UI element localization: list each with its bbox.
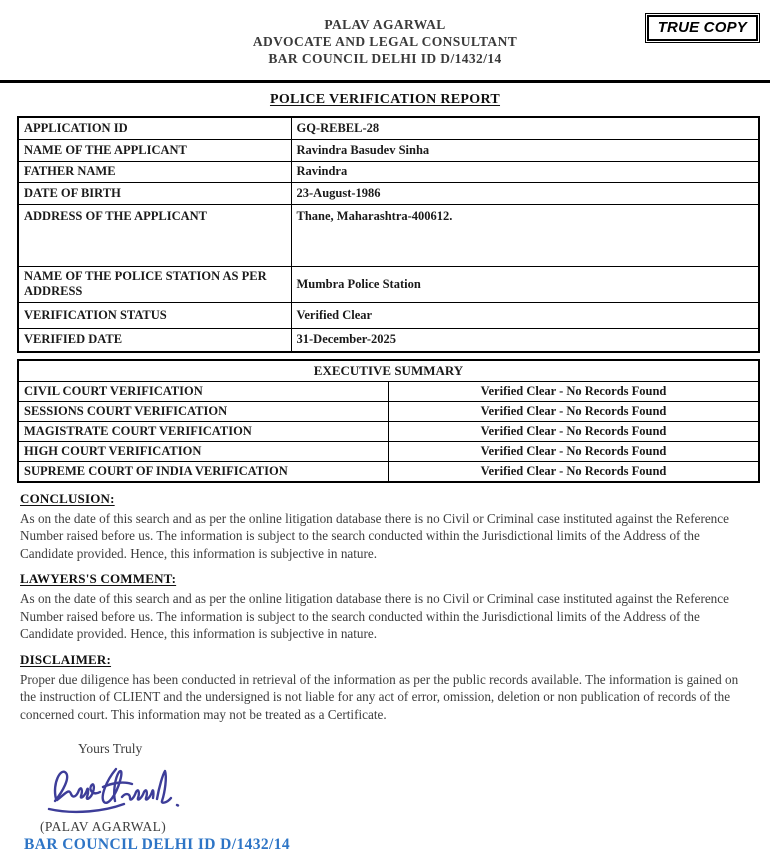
table-row bbox=[18, 461, 759, 482]
row-label: SUPREME COURT OF INDIA VERIFICATION bbox=[18, 461, 389, 482]
row-label: CIVIL COURT VERIFICATION bbox=[18, 381, 389, 401]
row-value: Verified Clear bbox=[291, 302, 759, 328]
conclusion-heading: CONCLUSION: bbox=[20, 490, 115, 506]
row-label: NAME OF THE POLICE STATION AS PER ADDRESS bbox=[18, 266, 291, 302]
conclusion-body: As on the date of this search and as per the online litigation database there is no Civil or Criminal case instituted against the Reference Number raised before us. The information is subject to the search conducted within the Jurisdictional limits of the Address of the Candidate provided. Hence, this information is subjective in nature. bbox=[20, 510, 729, 561]
table-row bbox=[18, 139, 759, 161]
row-value: GQ-REBEL-28 bbox=[291, 117, 759, 139]
table-row bbox=[18, 204, 759, 266]
advocate-name: PALAV AGARWAL bbox=[324, 17, 446, 32]
lawyers-comment-heading: LAWYERS'S COMMENT: bbox=[20, 571, 177, 586]
row-label: VERIFICATION STATUS bbox=[18, 302, 291, 328]
table-row bbox=[18, 441, 759, 461]
row-value: Verified Clear - No Records Found bbox=[389, 401, 760, 421]
row-value: Ravindra bbox=[291, 161, 759, 182]
row-label: NAME OF THE APPLICANT bbox=[18, 139, 291, 161]
true-copy-stamp: TRUE COPY bbox=[647, 15, 758, 41]
table-row bbox=[18, 302, 759, 328]
row-label: FATHER NAME bbox=[18, 161, 291, 182]
row-label: DATE OF BIRTH bbox=[18, 182, 291, 204]
row-value: Verified Clear - No Records Found bbox=[389, 441, 760, 461]
row-value: 23-August-1986 bbox=[291, 182, 759, 204]
row-value: Verified Clear - No Records Found bbox=[389, 381, 760, 401]
table-row bbox=[18, 182, 759, 204]
signer-name: (PALAV AGARWAL) bbox=[40, 819, 167, 834]
summary-header-row bbox=[18, 360, 759, 381]
advocate-designation: ADVOCATE AND LEGAL CONSULTANT bbox=[252, 34, 518, 49]
executive-summary-table bbox=[17, 359, 760, 483]
conclusion-section bbox=[20, 491, 750, 563]
row-label: SESSIONS COURT VERIFICATION bbox=[18, 401, 389, 421]
handwritten-signature-icon bbox=[40, 759, 200, 817]
salutation: Yours Truly bbox=[78, 741, 143, 756]
row-value: Ravindra Basudev Sinha bbox=[291, 139, 759, 161]
executive-summary-title: EXECUTIVE SUMMARY bbox=[18, 360, 759, 381]
report-title: POLICE VERIFICATION REPORT bbox=[269, 92, 501, 107]
row-value: Thane, Maharashtra-400612. bbox=[291, 204, 759, 266]
table-row bbox=[18, 381, 759, 401]
lawyers-comment-section bbox=[20, 571, 750, 643]
table-row bbox=[18, 266, 759, 302]
table-row bbox=[18, 328, 759, 352]
disclaimer-heading: DISCLAIMER: bbox=[20, 651, 112, 667]
disclaimer-section bbox=[20, 652, 750, 724]
signer-bar-council-id: BAR COUNCIL DELHI ID D/1432/14 bbox=[24, 836, 291, 853]
table-row bbox=[18, 401, 759, 421]
header-divider-rule bbox=[0, 80, 770, 83]
row-label: ADDRESS OF THE APPLICANT bbox=[18, 204, 291, 266]
row-value: 31-December-2025 bbox=[291, 328, 759, 352]
table-row bbox=[18, 117, 759, 139]
advocate-bar-id: BAR COUNCIL DELHI ID D/1432/14 bbox=[268, 51, 502, 66]
row-value: Verified Clear - No Records Found bbox=[389, 421, 760, 441]
row-value: Verified Clear - No Records Found bbox=[389, 461, 760, 482]
signature-image bbox=[40, 759, 200, 817]
row-label: VERIFIED DATE bbox=[18, 328, 291, 352]
row-value: Mumbra Police Station bbox=[291, 266, 759, 302]
applicant-details-table bbox=[17, 116, 760, 353]
table-row bbox=[18, 161, 759, 182]
row-label: MAGISTRATE COURT VERIFICATION bbox=[18, 421, 389, 441]
disclaimer-body: Proper due diligence has been conducted in retrieval of the information as per the public records available. The information is gained on the instruction of CLIENT and the undersigned is not liable for any act of error, omission, deletion or non publication of records of the concerned court. This information may not be treated as a Certificate. bbox=[20, 671, 739, 722]
lawyers-comment-body: As on the date of this search and as per the online litigation database there is no Civil or Criminal case instituted against the Reference Number raised before us. The information is subject to the search conducted within the Jurisdictional limits of the Address of the Candidate provided. Hence, this information is subjective in nature. bbox=[20, 591, 729, 641]
row-label: APPLICATION ID bbox=[18, 117, 291, 139]
row-label: HIGH COURT VERIFICATION bbox=[18, 441, 389, 461]
table-row bbox=[18, 421, 759, 441]
